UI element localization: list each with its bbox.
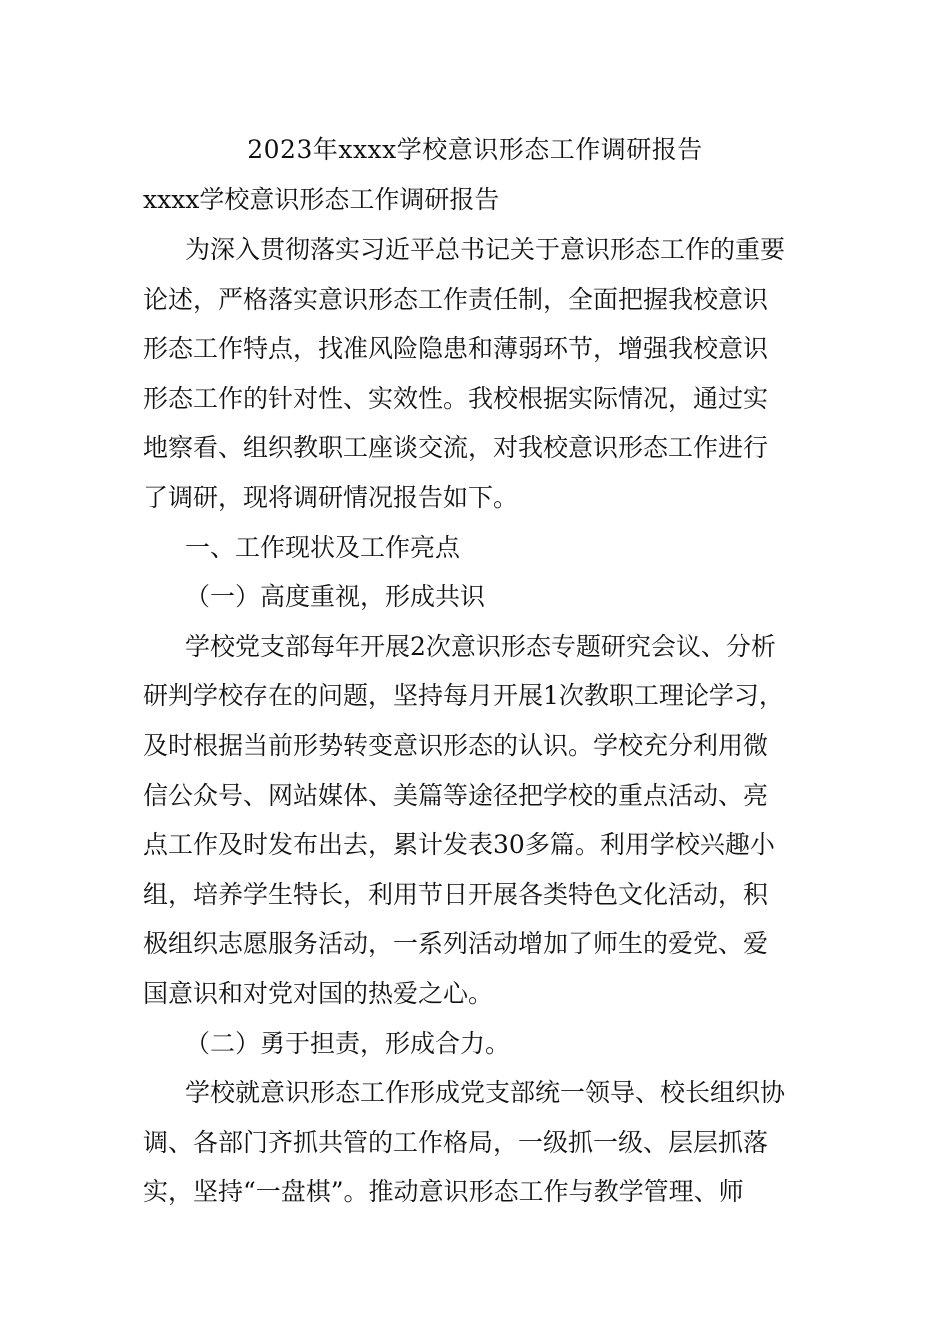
body-line: 极组织志愿服务活动，一系列活动增加了师生的爱党、爱: [143, 929, 769, 959]
body-line: 国意识和对党对国的热爱之心。: [143, 978, 494, 1008]
body-line: 实，坚持“一盘棋”。推动意识形态工作与教学管理、师: [143, 1177, 744, 1207]
body-line: 地察看、组织教职工座谈交流，对我校意识形态工作进行: [143, 433, 769, 463]
body-line: 学校党支部每年开展2次意识形态专题研究会议、分析: [185, 631, 776, 661]
body-line: 学校就意识形态工作形成党支部统一领导、校长组织协: [185, 1078, 786, 1108]
section-heading: 一、工作现状及工作亮点: [185, 532, 461, 562]
body-line: 组，培养学生特长，利用节日开展各类特色文化活动，积: [143, 879, 769, 909]
subsection-heading: （一）高度重视，形成共识: [185, 582, 486, 612]
body-line: 了调研，现将调研情况报告如下。: [143, 482, 519, 512]
body-line: 论述，严格落实意识形态工作责任制，全面把握我校意识: [143, 284, 769, 314]
body-line: 信公众号、网站媒体、美篇等途径把学校的重点活动、亮: [143, 780, 769, 810]
body-line: 为深入贯彻落实习近平总书记关于意识形态工作的重要: [185, 235, 786, 264]
subsection-heading: （二）勇于担责，形成合力。: [185, 1028, 511, 1058]
body-line: 形态工作的针对性、实效性。我校根据实际情况，通过实: [143, 383, 769, 413]
body-line: 研判学校存在的问题，坚持每月开展1次教职工理论学习，: [143, 681, 784, 711]
body-line: 及时根据当前形势转变意识形态的认识。学校充分利用微: [143, 730, 769, 760]
document-title: 2023年xxxx学校意识形态工作调研报告: [247, 135, 703, 164]
document-body: [143, 230, 813, 1222]
body-line: 形态工作特点，找准风险隐患和薄弱环节，增强我校意识: [143, 334, 769, 364]
body-line: 调、各部门齐抓共管的工作格局，一级抓一级、层层抓落: [143, 1127, 769, 1157]
body-line: 点工作及时发布出去，累计发表30多篇。利用学校兴趣小: [143, 830, 775, 860]
document-subtitle: xxxx学校意识形态工作调研报告: [143, 185, 500, 214]
